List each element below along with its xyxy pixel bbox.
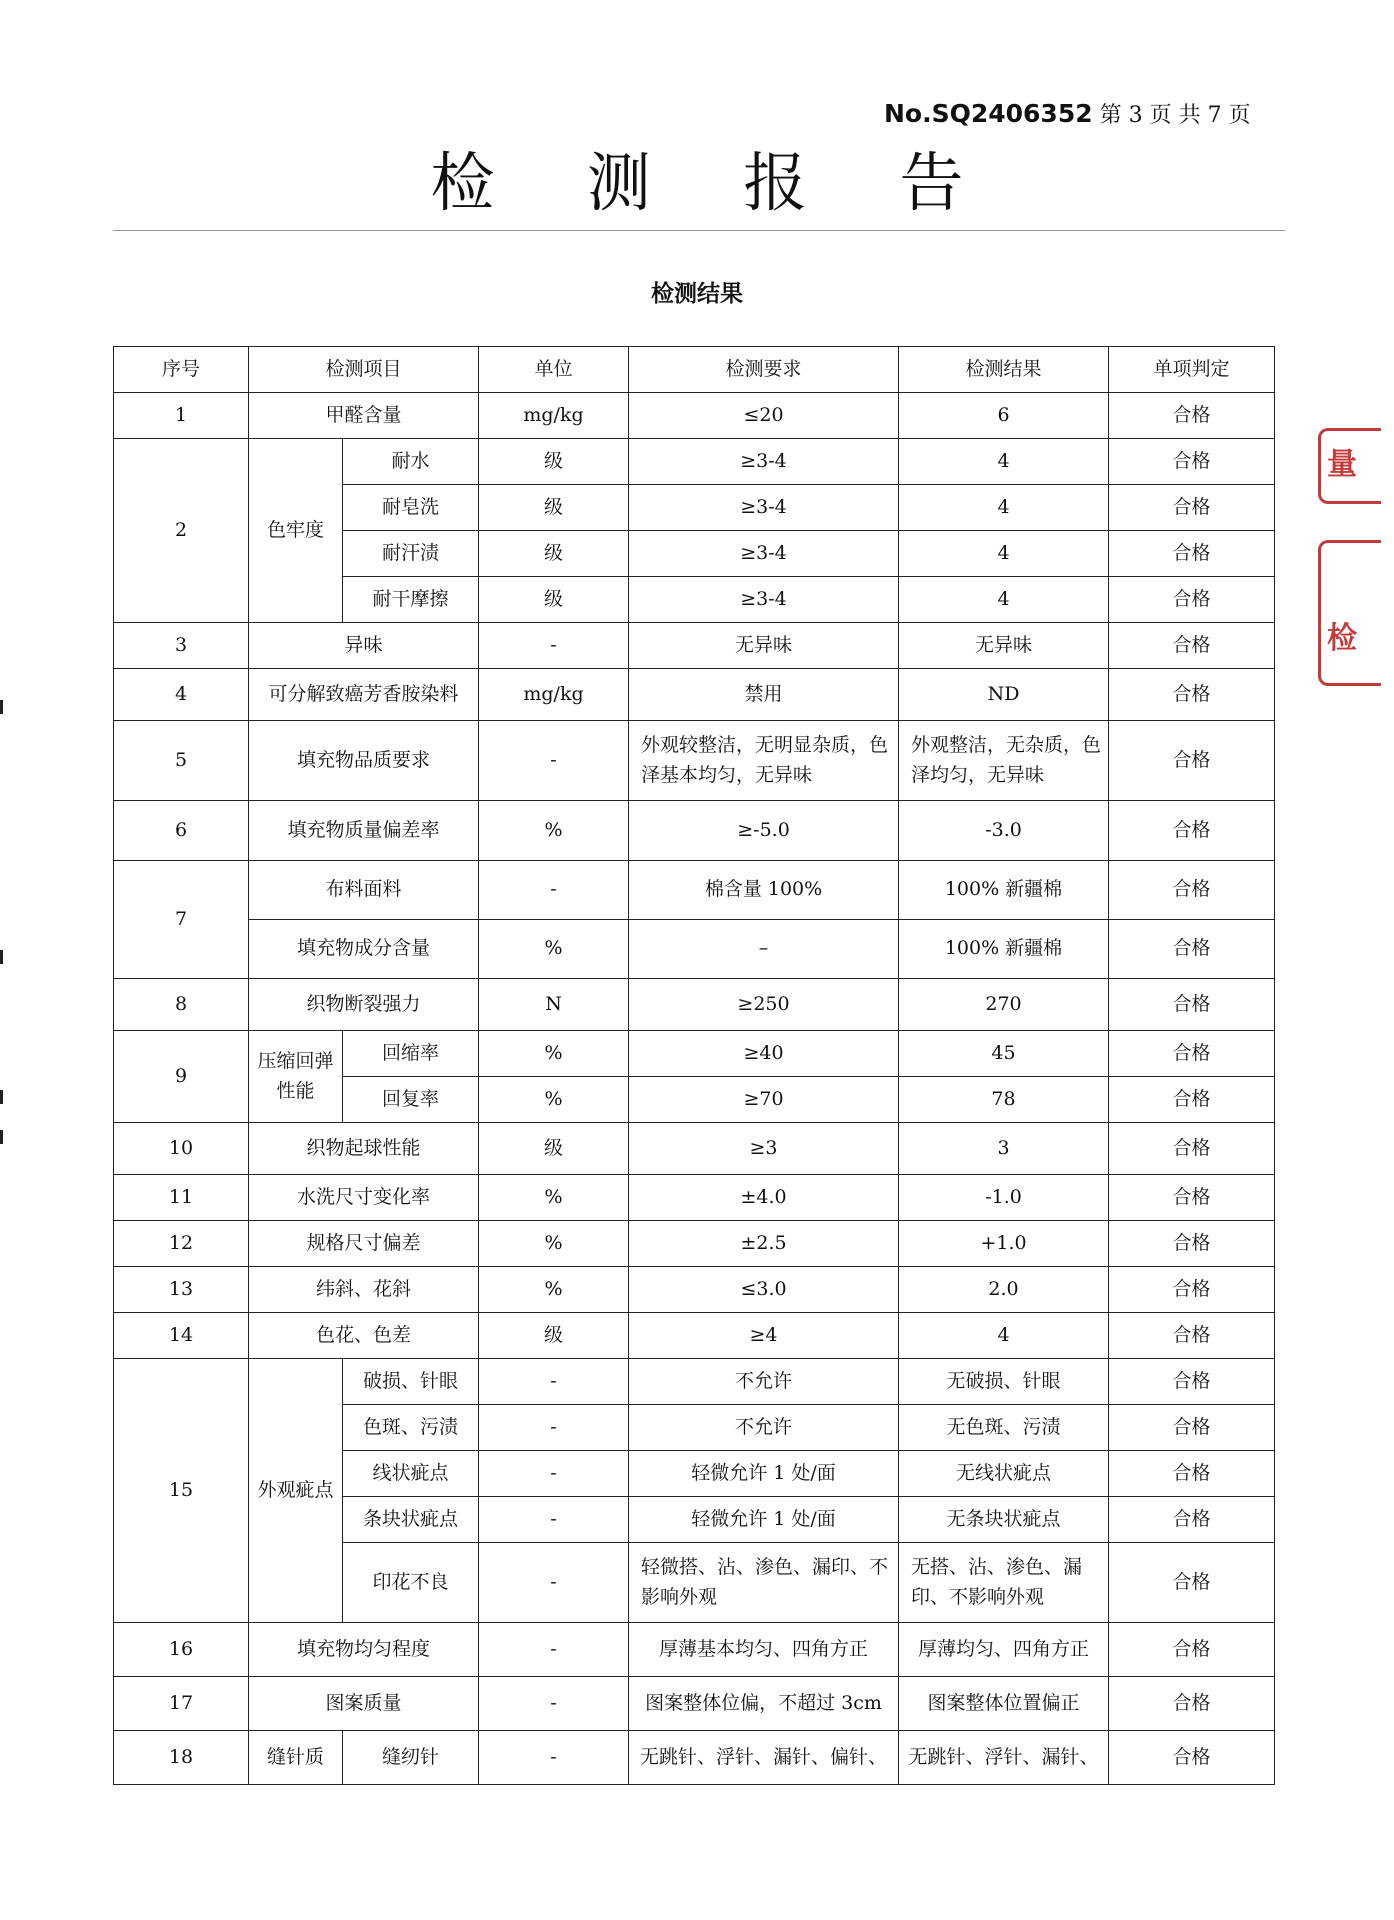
result-cell: 厚薄均匀、四角方正 xyxy=(899,1623,1109,1677)
result-cell: 无线状疵点 xyxy=(899,1451,1109,1497)
result-cell: ND xyxy=(899,669,1109,721)
table-row xyxy=(114,393,1275,439)
judgement-cell: 合格 xyxy=(1109,920,1275,979)
judgement-cell: 合格 xyxy=(1109,485,1275,531)
row-number: 17 xyxy=(114,1677,249,1731)
item-cell: 纬斜、花斜 xyxy=(249,1267,479,1313)
unit-cell: - xyxy=(479,1451,629,1497)
row-number: 11 xyxy=(114,1175,249,1221)
judgement-cell: 合格 xyxy=(1109,1497,1275,1543)
item-cell: 条块状疵点 xyxy=(343,1497,479,1543)
unit-cell: 级 xyxy=(479,1313,629,1359)
unit-cell: % xyxy=(479,1175,629,1221)
requirement-cell: 厚薄基本均匀、四角方正 xyxy=(629,1623,899,1677)
judgement-cell: 合格 xyxy=(1109,1267,1275,1313)
item-cell: 回复率 xyxy=(343,1077,479,1123)
table-row xyxy=(114,1731,1275,1785)
unit-cell: 级 xyxy=(479,439,629,485)
item-cell: 填充物均匀程度 xyxy=(249,1623,479,1677)
requirement-cell: ≥250 xyxy=(629,979,899,1031)
red-stamp-fragment xyxy=(1318,540,1381,686)
report-number-line xyxy=(884,98,1251,129)
table-row xyxy=(114,623,1275,669)
requirement-cell: – xyxy=(629,920,899,979)
header-cell: 检测结果 xyxy=(899,347,1109,393)
requirement-cell: ≥3-4 xyxy=(629,439,899,485)
row-number: 6 xyxy=(114,801,249,861)
item-cell: 填充物质量偏差率 xyxy=(249,801,479,861)
group-cell: 缝针质 xyxy=(249,1731,343,1785)
header-divider xyxy=(113,230,1285,231)
unit-cell: mg/kg xyxy=(479,393,629,439)
unit-cell: - xyxy=(479,1677,629,1731)
table-row xyxy=(114,1313,1275,1359)
unit-cell: % xyxy=(479,801,629,861)
judgement-cell: 合格 xyxy=(1109,1123,1275,1175)
requirement-cell: ±2.5 xyxy=(629,1221,899,1267)
unit-cell: % xyxy=(479,920,629,979)
unit-cell: mg/kg xyxy=(479,669,629,721)
table-row xyxy=(114,920,1275,979)
result-cell: 270 xyxy=(899,979,1109,1031)
table-row xyxy=(114,721,1275,801)
judgement-cell: 合格 xyxy=(1109,979,1275,1031)
unit-cell: 级 xyxy=(479,577,629,623)
unit-cell: - xyxy=(479,861,629,920)
header-cell: 检测要求 xyxy=(629,347,899,393)
item-cell: 耐汗渍 xyxy=(343,531,479,577)
item-cell: 线状疵点 xyxy=(343,1451,479,1497)
red-stamp-fragment xyxy=(1318,428,1381,504)
judgement-cell: 合格 xyxy=(1109,531,1275,577)
requirement-cell: 轻微搭、沾、渗色、漏印、不影响外观 xyxy=(629,1543,899,1623)
unit-cell: % xyxy=(479,1221,629,1267)
row-number: 8 xyxy=(114,979,249,1031)
item-cell: 规格尺寸偏差 xyxy=(249,1221,479,1267)
result-cell: 4 xyxy=(899,485,1109,531)
requirement-cell: 不允许 xyxy=(629,1405,899,1451)
item-cell: 织物起球性能 xyxy=(249,1123,479,1175)
results-table xyxy=(113,346,1275,1785)
item-cell: 缝纫针 xyxy=(343,1731,479,1785)
binding-mark xyxy=(0,950,3,964)
header-cell: 序号 xyxy=(114,347,249,393)
requirement-cell: 禁用 xyxy=(629,669,899,721)
header-cell: 单位 xyxy=(479,347,629,393)
result-cell: -1.0 xyxy=(899,1175,1109,1221)
requirement-cell: ≥4 xyxy=(629,1313,899,1359)
judgement-cell: 合格 xyxy=(1109,669,1275,721)
unit-cell: % xyxy=(479,1077,629,1123)
result-cell: 100% 新疆棉 xyxy=(899,920,1109,979)
result-cell: 45 xyxy=(899,1031,1109,1077)
requirement-cell: 无跳针、浮针、漏针、偏针、 xyxy=(629,1731,899,1785)
row-number: 9 xyxy=(114,1031,249,1123)
table-row xyxy=(114,1221,1275,1267)
judgement-cell: 合格 xyxy=(1109,861,1275,920)
result-cell: 4 xyxy=(899,577,1109,623)
table-row xyxy=(114,1623,1275,1677)
judgement-cell: 合格 xyxy=(1109,1677,1275,1731)
unit-cell: % xyxy=(479,1267,629,1313)
stamp-text: 检 xyxy=(1327,621,1357,656)
requirement-cell: ≥70 xyxy=(629,1077,899,1123)
unit-cell: - xyxy=(479,721,629,801)
row-number: 7 xyxy=(114,861,249,979)
unit-cell: - xyxy=(479,1623,629,1677)
item-cell: 甲醛含量 xyxy=(249,393,479,439)
row-number: 3 xyxy=(114,623,249,669)
judgement-cell: 合格 xyxy=(1109,623,1275,669)
document-title: 检 测 报 告 xyxy=(430,147,1000,221)
item-cell: 填充物品质要求 xyxy=(249,721,479,801)
group-cell: 色牢度 xyxy=(249,439,343,623)
requirement-cell: ≥3-4 xyxy=(629,577,899,623)
unit-cell: 级 xyxy=(479,485,629,531)
item-cell: 图案质量 xyxy=(249,1677,479,1731)
item-cell: 色花、色差 xyxy=(249,1313,479,1359)
item-cell: 色斑、污渍 xyxy=(343,1405,479,1451)
table-header-row xyxy=(114,347,1275,393)
judgement-cell: 合格 xyxy=(1109,1451,1275,1497)
judgement-cell: 合格 xyxy=(1109,1731,1275,1785)
judgement-cell: 合格 xyxy=(1109,1077,1275,1123)
table-row xyxy=(114,1677,1275,1731)
requirement-cell: ≥-5.0 xyxy=(629,801,899,861)
item-cell: 耐皂洗 xyxy=(343,485,479,531)
judgement-cell: 合格 xyxy=(1109,1405,1275,1451)
result-cell: 6 xyxy=(899,393,1109,439)
result-cell: 外观整洁，无杂质，色泽均匀，无异味 xyxy=(899,721,1109,801)
requirement-cell: ±4.0 xyxy=(629,1175,899,1221)
row-number: 5 xyxy=(114,721,249,801)
requirement-cell: 轻微允许 1 处/面 xyxy=(629,1451,899,1497)
judgement-cell: 合格 xyxy=(1109,1031,1275,1077)
table-row xyxy=(114,669,1275,721)
row-number: 16 xyxy=(114,1623,249,1677)
judgement-cell: 合格 xyxy=(1109,721,1275,801)
table-row xyxy=(114,1267,1275,1313)
unit-cell: - xyxy=(479,1731,629,1785)
requirement-cell: 图案整体位偏，不超过 3cm xyxy=(629,1677,899,1731)
unit-cell: - xyxy=(479,1497,629,1543)
judgement-cell: 合格 xyxy=(1109,801,1275,861)
requirement-cell: ≥3 xyxy=(629,1123,899,1175)
item-cell: 布料面料 xyxy=(249,861,479,920)
item-cell: 耐干摩擦 xyxy=(343,577,479,623)
result-cell: 78 xyxy=(899,1077,1109,1123)
table-row xyxy=(114,979,1275,1031)
row-number: 12 xyxy=(114,1221,249,1267)
group-cell: 外观疵点 xyxy=(249,1359,343,1623)
unit-cell: 级 xyxy=(479,531,629,577)
requirement-cell: 棉含量 100% xyxy=(629,861,899,920)
item-cell: 回缩率 xyxy=(343,1031,479,1077)
result-cell: 无破损、针眼 xyxy=(899,1359,1109,1405)
page-info: 第 3 页 共 7 页 xyxy=(1099,103,1251,128)
result-cell: 4 xyxy=(899,531,1109,577)
requirement-cell: 轻微允许 1 处/面 xyxy=(629,1497,899,1543)
group-cell: 压缩回弹性能 xyxy=(249,1031,343,1123)
row-number: 10 xyxy=(114,1123,249,1175)
requirement-cell: ≤20 xyxy=(629,393,899,439)
item-cell: 织物断裂强力 xyxy=(249,979,479,1031)
item-cell: 耐水 xyxy=(343,439,479,485)
judgement-cell: 合格 xyxy=(1109,1543,1275,1623)
item-cell: 填充物成分含量 xyxy=(249,920,479,979)
result-cell: 无色斑、污渍 xyxy=(899,1405,1109,1451)
binding-mark xyxy=(0,1090,3,1104)
unit-cell: - xyxy=(479,1405,629,1451)
table-row xyxy=(114,801,1275,861)
binding-mark xyxy=(0,1130,3,1144)
requirement-cell: 无异味 xyxy=(629,623,899,669)
judgement-cell: 合格 xyxy=(1109,439,1275,485)
row-number: 15 xyxy=(114,1359,249,1623)
row-number: 13 xyxy=(114,1267,249,1313)
table-row xyxy=(114,1175,1275,1221)
requirement-cell: ≥3-4 xyxy=(629,531,899,577)
judgement-cell: 合格 xyxy=(1109,1623,1275,1677)
requirement-cell: ≤3.0 xyxy=(629,1267,899,1313)
table-row xyxy=(114,861,1275,920)
judgement-cell: 合格 xyxy=(1109,1313,1275,1359)
row-number: 18 xyxy=(114,1731,249,1785)
unit-cell: N xyxy=(479,979,629,1031)
table-row xyxy=(114,1359,1275,1405)
item-cell: 异味 xyxy=(249,623,479,669)
unit-cell: 级 xyxy=(479,1123,629,1175)
binding-mark xyxy=(0,700,3,714)
result-cell: 100% 新疆棉 xyxy=(899,861,1109,920)
result-cell: 4 xyxy=(899,1313,1109,1359)
header-cell: 检测项目 xyxy=(249,347,479,393)
stamp-text: 量 xyxy=(1327,447,1357,482)
unit-cell: - xyxy=(479,1543,629,1623)
row-number: 14 xyxy=(114,1313,249,1359)
requirement-cell: 不允许 xyxy=(629,1359,899,1405)
result-cell: -3.0 xyxy=(899,801,1109,861)
result-cell: 无条块状疵点 xyxy=(899,1497,1109,1543)
judgement-cell: 合格 xyxy=(1109,393,1275,439)
section-title: 检测结果 xyxy=(651,280,743,307)
item-cell: 水洗尺寸变化率 xyxy=(249,1175,479,1221)
row-number: 2 xyxy=(114,439,249,623)
table-row xyxy=(114,439,1275,485)
item-cell: 破损、针眼 xyxy=(343,1359,479,1405)
result-cell: 图案整体位置偏正 xyxy=(899,1677,1109,1731)
requirement-cell: ≥3-4 xyxy=(629,485,899,531)
item-cell: 可分解致癌芳香胺染料 xyxy=(249,669,479,721)
result-cell: 无跳针、浮针、漏针、 xyxy=(899,1731,1109,1785)
unit-cell: % xyxy=(479,1031,629,1077)
report-number: No.SQ2406352 xyxy=(884,99,1093,128)
row-number: 4 xyxy=(114,669,249,721)
result-cell: 3 xyxy=(899,1123,1109,1175)
result-cell: +1.0 xyxy=(899,1221,1109,1267)
row-number: 1 xyxy=(114,393,249,439)
requirement-cell: ≥40 xyxy=(629,1031,899,1077)
result-cell: 2.0 xyxy=(899,1267,1109,1313)
item-cell: 印花不良 xyxy=(343,1543,479,1623)
table-row xyxy=(114,1123,1275,1175)
judgement-cell: 合格 xyxy=(1109,1175,1275,1221)
result-cell: 4 xyxy=(899,439,1109,485)
table-row xyxy=(114,1031,1275,1077)
header-cell: 单项判定 xyxy=(1109,347,1275,393)
result-cell: 无异味 xyxy=(899,623,1109,669)
judgement-cell: 合格 xyxy=(1109,577,1275,623)
judgement-cell: 合格 xyxy=(1109,1359,1275,1405)
requirement-cell: 外观较整洁，无明显杂质，色泽基本均匀，无异味 xyxy=(629,721,899,801)
unit-cell: - xyxy=(479,623,629,669)
judgement-cell: 合格 xyxy=(1109,1221,1275,1267)
result-cell: 无搭、沾、渗色、漏印、不影响外观 xyxy=(899,1543,1109,1623)
unit-cell: - xyxy=(479,1359,629,1405)
